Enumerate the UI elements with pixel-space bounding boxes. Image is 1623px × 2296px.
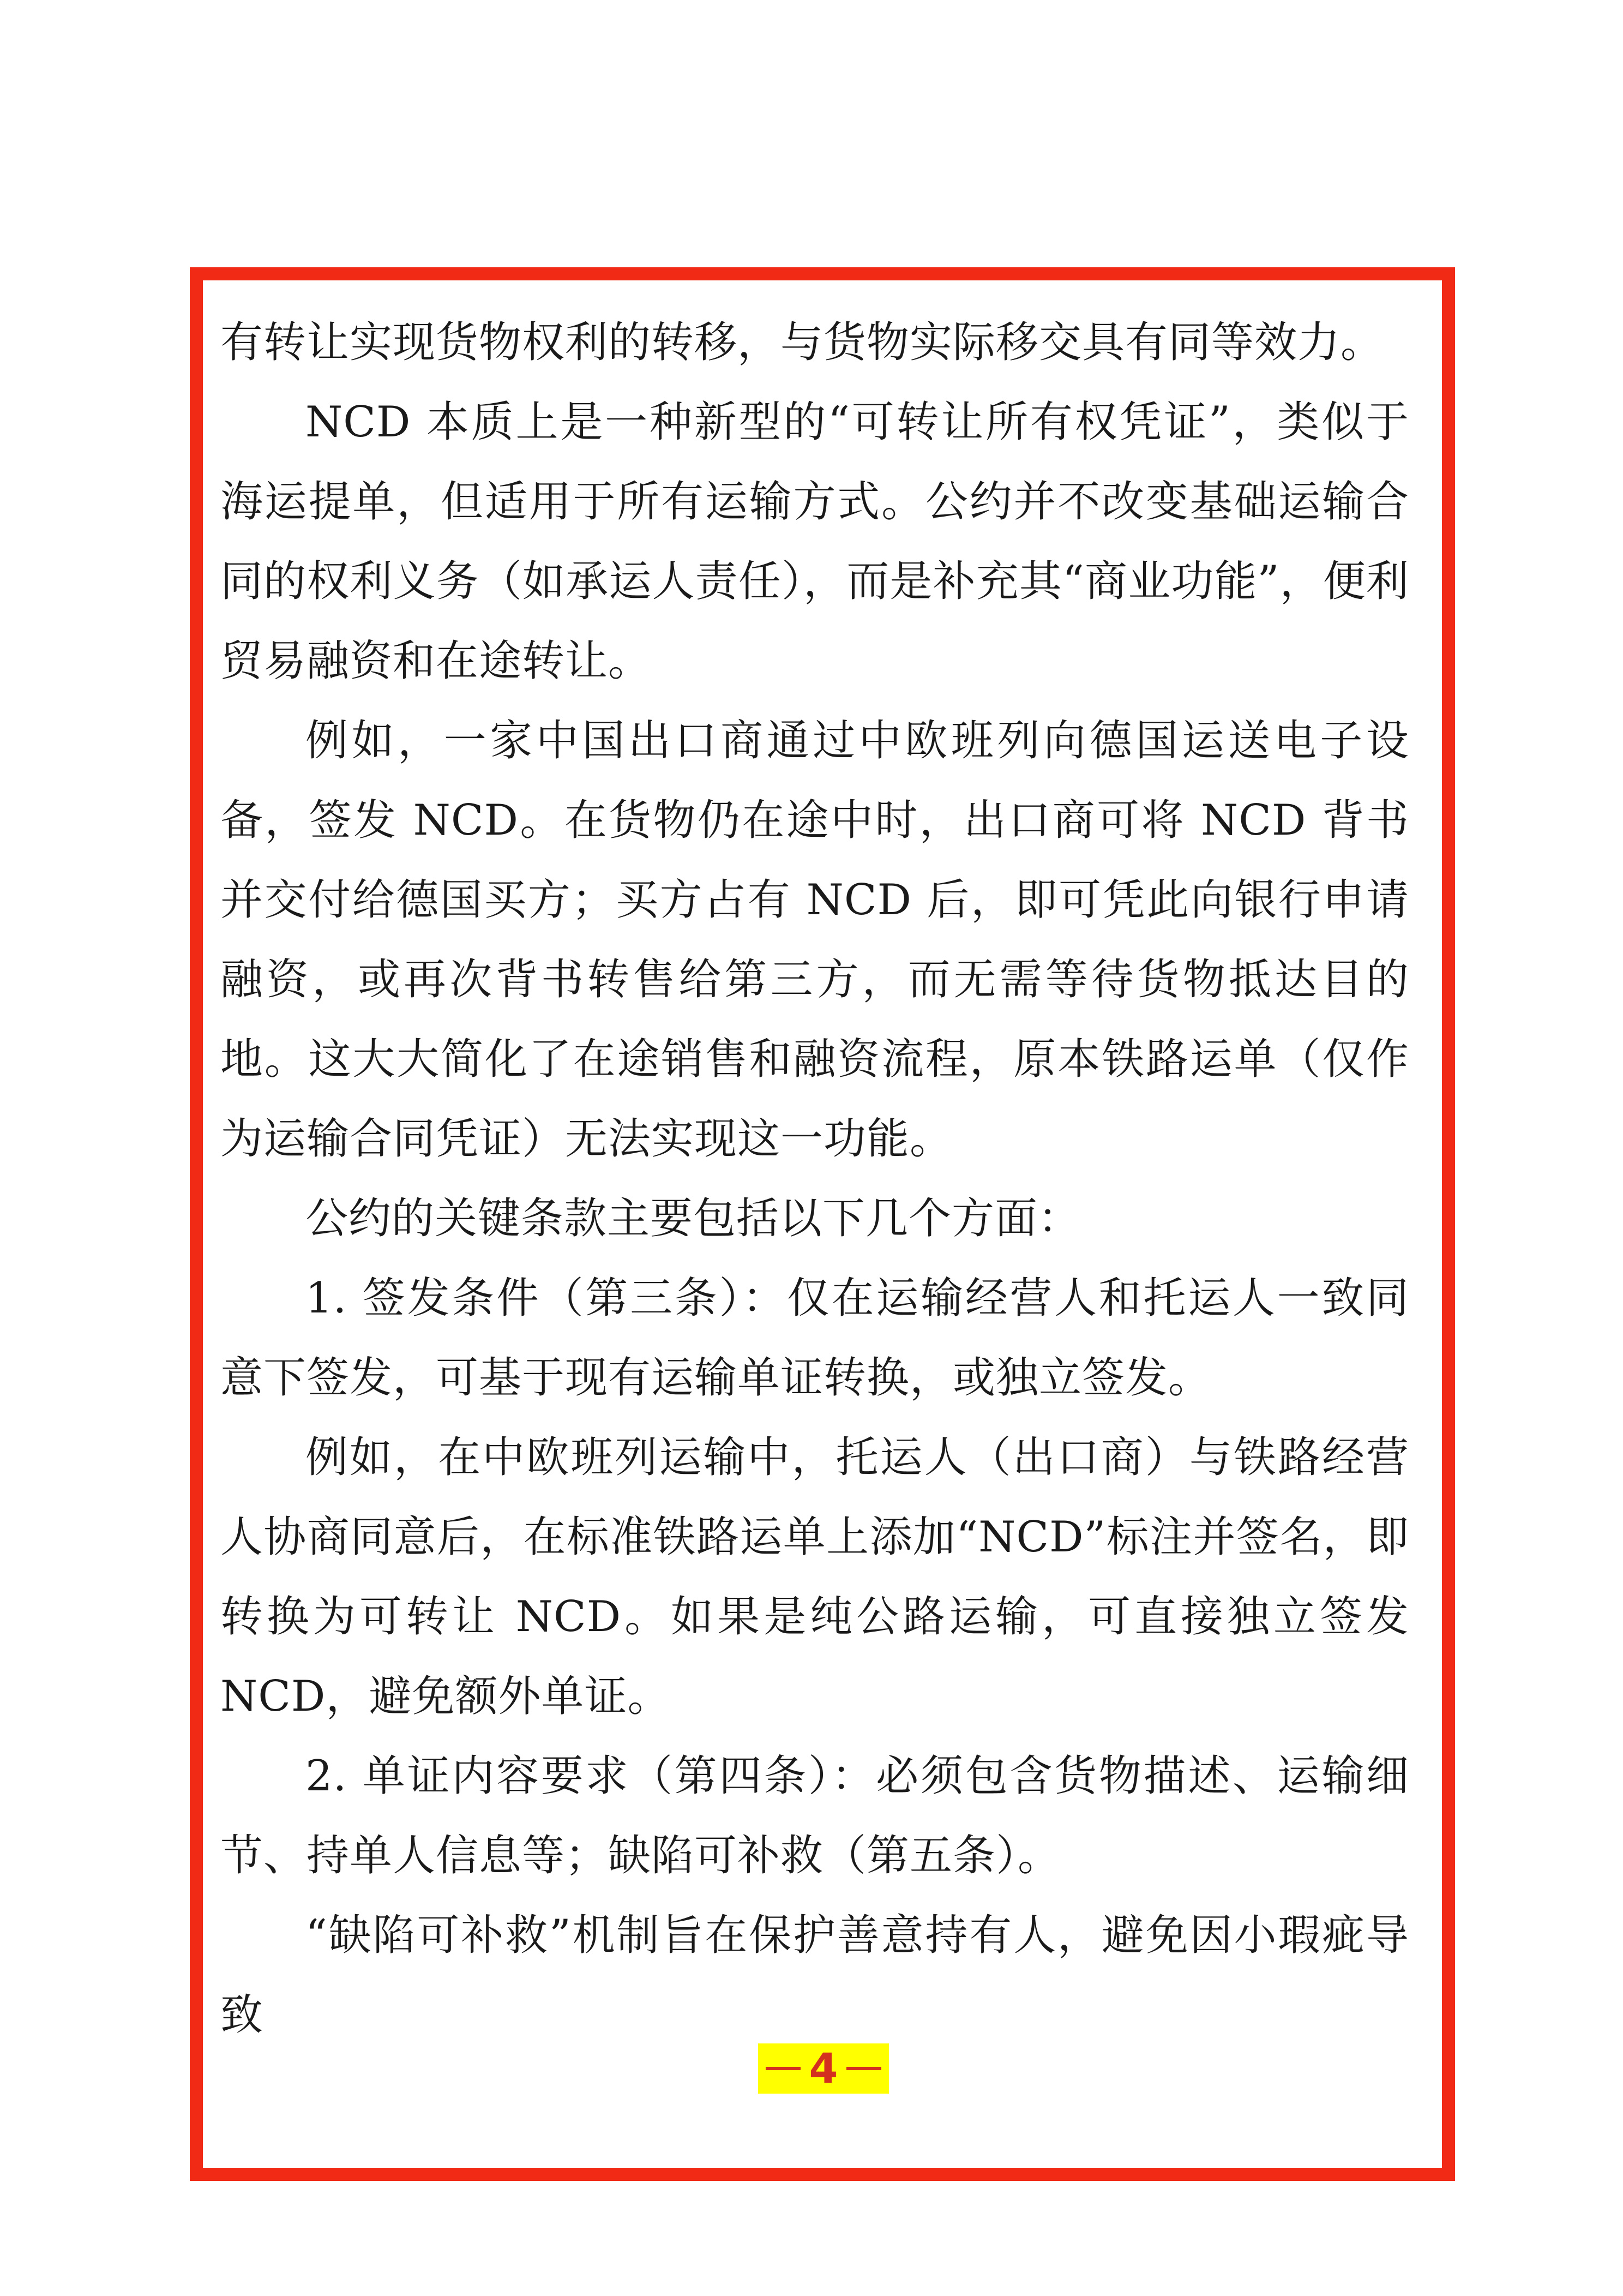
paragraph: 例如，一家中国出口商通过中欧班列向德国运送电子设备，签发 NCD。在货物仍在途中时，出口商可将 NCD 背书并交付给德国买方；买方占有 NCD 后，即可凭此向银行申请融资，或再次背书转售给第三方，而无需等待货物抵达目的地。这大大简化了在途销售和融资流程，原本铁路运单（仅作为运输合同凭证）无法实现这一功能。 bbox=[220, 716, 1409, 1164]
page-number-dash-right bbox=[846, 2067, 881, 2070]
paragraph: 1. 签发条件（第三条）：仅在运输经营人和托运人一致同意下签发，可基于现有运输单证转换，或独立签发。 bbox=[220, 1274, 1409, 1402]
paragraph: NCD 本质上是一种新型的“可转让所有权凭证”，类似于海运提单，但适用于所有运输方式。公约并不改变基础运输合同的权利义务（如承运人责任），而是补充其“商业功能”，便利贸易融资和在途转让。 bbox=[220, 398, 1409, 686]
page-number: 4 bbox=[809, 2044, 838, 2093]
page-number-badge bbox=[758, 2043, 889, 2094]
paragraph: “缺陷可补救”机制旨在保护善意持有人，避免因小瑕疵导致 bbox=[220, 1911, 1409, 2040]
paragraph: 2. 单证内容要求（第四条）：必须包含货物描述、运输细节、持单人信息等；缺陷可补救（第五条）。 bbox=[220, 1752, 1409, 1880]
document-body bbox=[220, 303, 1409, 2055]
paragraph: 例如，在中欧班列运输中，托运人（出口商）与铁路经营人协商同意后，在标准铁路运单上添加“NCD”标注并签名，即转换为可转让 NCD。如果是纯公路运输，可直接独立签发 NCD，避免额外单证。 bbox=[220, 1433, 1409, 1721]
paragraph: 有转让实现货物权利的转移，与货物实际移交具有同等效力。 bbox=[220, 318, 1384, 367]
paragraph: 公约的关键条款主要包括以下几个方面： bbox=[305, 1194, 1081, 1243]
page-number-dash-left bbox=[766, 2067, 801, 2070]
